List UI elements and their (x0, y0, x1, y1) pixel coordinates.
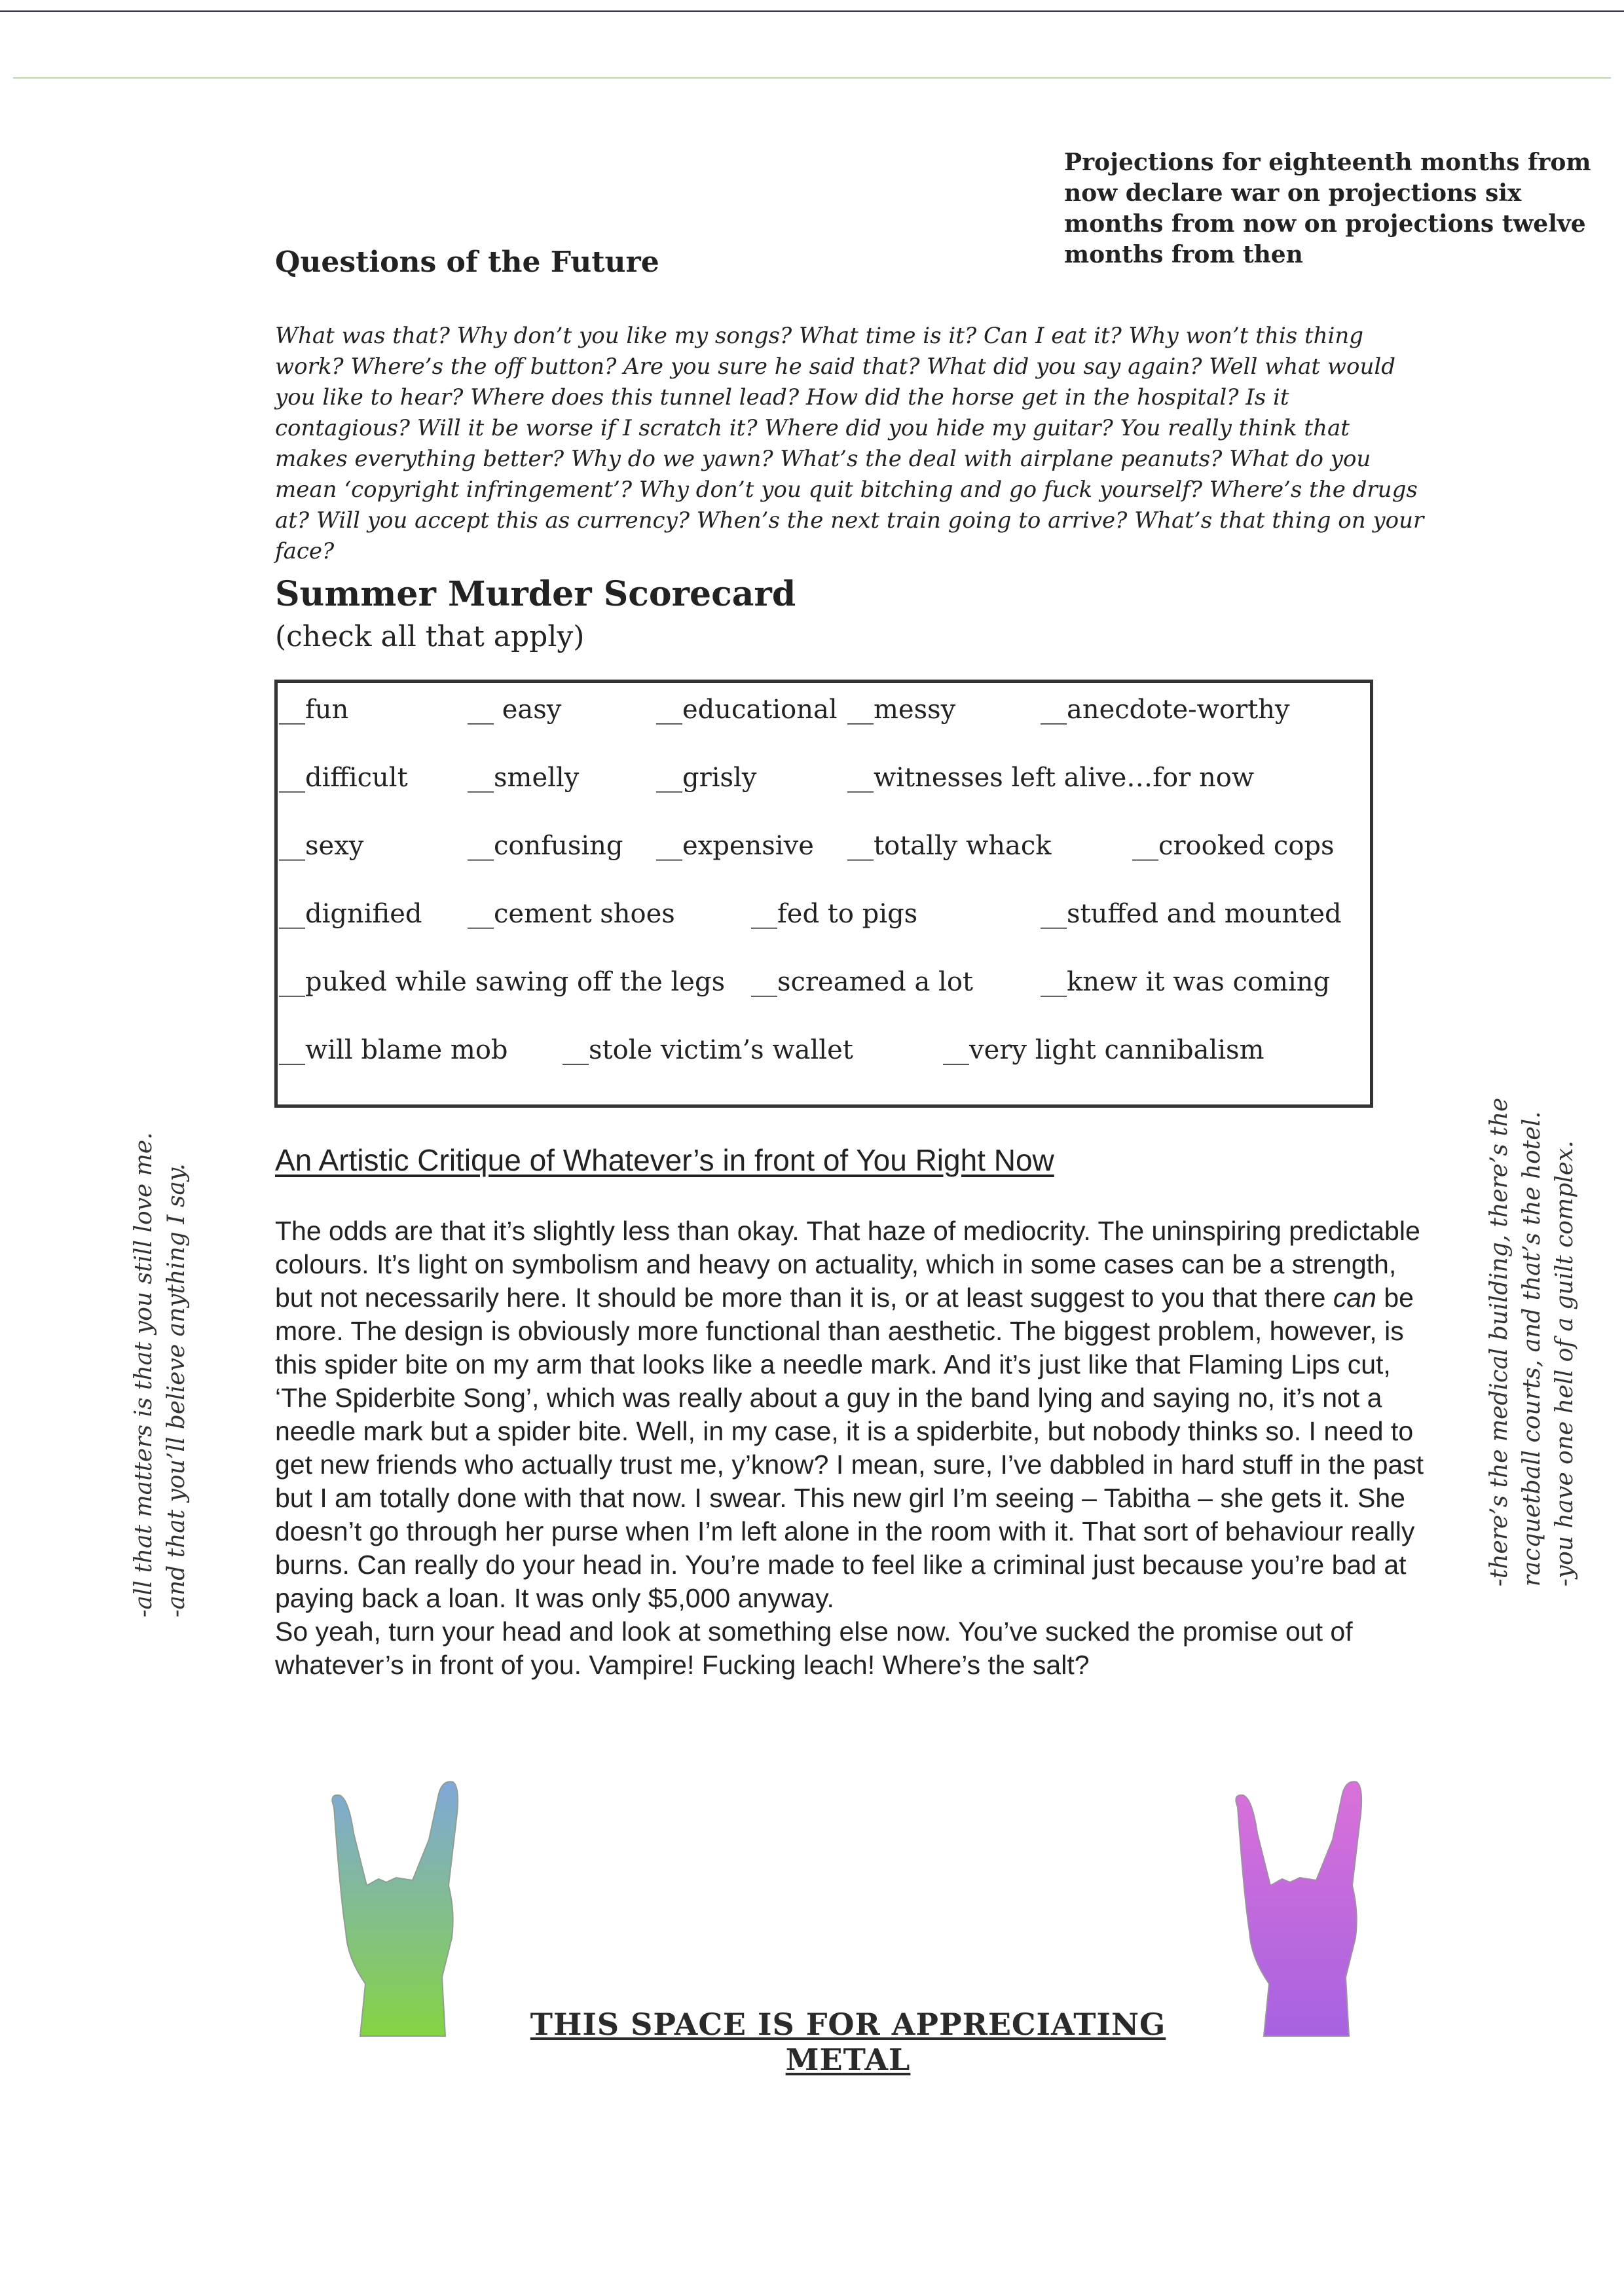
scorecard-item-easy[interactable]: __ easy (468, 695, 562, 725)
scorecard-item-knew-it-was-coming[interactable]: __knew it was coming (1041, 967, 1331, 997)
scorecard-item-screamed-a-lot[interactable]: __screamed a lot (751, 967, 974, 997)
scorecard-item-smelly[interactable]: __smelly (468, 763, 580, 793)
scorecard-item-educational[interactable]: __educational (656, 695, 838, 725)
scorecard-item-messy[interactable]: __messy (847, 695, 956, 725)
metal-horns-hand-icon-left (314, 1768, 498, 2043)
side-note-left-line-1: -all that matters is that you still love me. (130, 1132, 157, 1618)
scorecard-item-crooked-cops[interactable]: __crooked cops (1132, 831, 1335, 861)
scorecard-item-stole-victims-wallet[interactable]: __stole victim’s wallet (563, 1035, 853, 1065)
scorecard-item-will-blame-mob[interactable]: __will blame mob (279, 1035, 508, 1065)
green-rule (13, 77, 1611, 79)
side-note-right-line-2: racquetball courts, and that’s the hotel. (1519, 1111, 1545, 1587)
metal-horns-hand-icon-right (1218, 1768, 1401, 2043)
scorecard-item-dignified[interactable]: __dignified (279, 899, 422, 929)
side-note-right-line-3: -you have one hell of a guilt complex. (1551, 1140, 1578, 1587)
scorecard-item-stuffed-and-mounted[interactable]: __stuffed and mounted (1041, 899, 1342, 929)
scorecard-item-grisly[interactable]: __grisly (656, 763, 757, 793)
scorecard-title: Summer Murder Scorecard (275, 574, 796, 614)
critique-title: An Artistic Critique of Whatever’s in front of You Right Now (275, 1143, 1054, 1177)
metal-caption: THIS SPACE IS FOR APPRECIATING METAL (530, 2007, 1166, 2077)
scorecard-item-totally-whack[interactable]: __totally whack (847, 831, 1052, 861)
critique-emphasis: can (1333, 1283, 1376, 1313)
scorecard-item-fun[interactable]: __fun (279, 695, 349, 725)
scorecard-item-confusing[interactable]: __confusing (468, 831, 623, 861)
scorecard-item-sexy[interactable]: __sexy (279, 831, 364, 861)
scorecard-item-fed-to-pigs[interactable]: __fed to pigs (751, 899, 918, 929)
critique-paragraph-2: So yeah, turn your head and look at something else now. You’ve sucked the promise out of whatever’s in front of you. Vampire! Fucking leach! Where’s the salt? (275, 1616, 1353, 1680)
questions-title: Questions of the Future (275, 246, 659, 279)
top-rule (0, 10, 1624, 12)
scorecard-item-witnesses-left-alive[interactable]: __witnesses left alive…for now (847, 763, 1255, 793)
scorecard-item-anecdote-worthy[interactable]: __anecdote-worthy (1041, 695, 1290, 725)
scorecard-item-cement-shoes[interactable]: __cement shoes (468, 899, 675, 929)
critique-paragraph-1: The odds are that it’s slightly less than okay. That haze of mediocrity. The uninspiring predictable colours. It’s light on symbolism and heavy on actuality, which in some cases can be a strength, but not necessarily here. It should be more than it is, or at least suggest to you that there can be more. The design is obviously more functional than aesthetic. The biggest problem, however, is this spider bite on my arm that looks like a needle mark. And it’s just like that Flaming Lips cut, ‘The Spiderbite Song’, which was really about a guy in the band lying and saying no, it’s not a needle mark but a spider bite. Well, in my case, it is a spiderbite, but nobody thinks so. I need to get new friends who actually trust me, y’know? I mean, sure, I’ve dabbled in hard stuff in the past but I am totally done with that now. I swear. This new girl I’m seeing – Tabitha – she gets it. She doesn’t go through her purse when I’m left alone in the room with it. That sort of behaviour really burns. Can really do your head in. You’re made to feel like a criminal just because you’re bad at paying back a loan. It was only $5,000 anyway. (275, 1216, 1424, 1613)
scorecard-item-very-light-cannibalism[interactable]: __very light cannibalism (943, 1035, 1264, 1065)
side-note-right-line-1: -there’s the medical building, there’s the (1486, 1097, 1513, 1587)
questions-body: What was that? Why don’t you like my songs? What time is it? Can I eat it? Why won’t this thing work? Where’s the off button? Are you sure he said that? What did you say again? Well what would you like to hear? Where does this tunnel lead? How did the horse get in the hospital? Is it contagious? Will it be worse if I scratch it? Where did you hide my guitar? You really think that makes everything better? Why do we yawn? What’s the deal with airplane peanuts? What do you mean ‘copyright infringement’? Why don’t you quit bitching and go fuck yourself? Where’s the drugs at? Will you accept this as currency? When’s the next train going to arrive? What’s that thing on your face? (275, 323, 1424, 564)
scorecard-item-puked[interactable]: __puked while sawing off the legs (279, 967, 726, 997)
side-note-left-line-2: -and that you’ll believe anything I say. (163, 1163, 190, 1618)
critique-body (275, 1214, 1434, 1682)
scorecard-subtitle: (check all that apply) (275, 620, 585, 653)
projections-note: Projections for eighteenth months from now declare war on projections six months from now on projections twelve months from then (1064, 149, 1591, 268)
scorecard-item-expensive[interactable]: __expensive (656, 831, 814, 861)
scorecard-item-difficult[interactable]: __difficult (279, 763, 408, 793)
scorecard-box (274, 680, 1373, 1108)
